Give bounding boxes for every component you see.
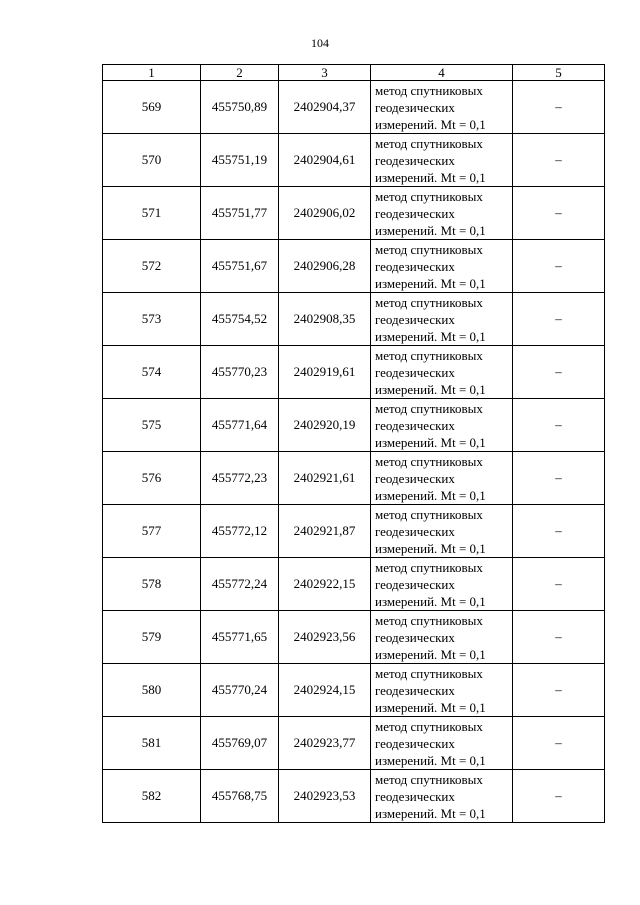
method-line: измерений. Mt = 0,1 [375,328,486,344]
coordinate-y: 2402923,77 [279,717,371,770]
method-line: геодезических [375,99,455,115]
header-col-1: 1 [103,65,201,81]
point-number: 573 [103,293,201,346]
method-line: измерений. Mt = 0,1 [375,381,486,397]
method-line: метод спутниковых [375,559,483,575]
point-number: 580 [103,664,201,717]
method-line: геодезических [375,788,455,804]
coordinate-y: 2402906,02 [279,187,371,240]
coordinate-y: 2402904,37 [279,81,371,134]
method-line: геодезических [375,364,455,380]
method-line: геодезических [375,311,455,327]
method-line: метод спутниковых [375,188,483,204]
column-5-value: – [513,505,605,558]
method-description [371,505,513,558]
coordinate-y: 2402920,19 [279,399,371,452]
coordinates-table [102,64,605,823]
point-number: 577 [103,505,201,558]
point-number: 579 [103,611,201,664]
coordinate-x: 455751,77 [201,187,279,240]
coordinate-x: 455772,24 [201,558,279,611]
method-description [371,81,513,134]
column-5-value: – [513,664,605,717]
point-number: 570 [103,134,201,187]
point-number: 569 [103,81,201,134]
table-row [103,134,605,187]
column-5-value: – [513,399,605,452]
header-col-5: 5 [513,65,605,81]
column-5-value: – [513,293,605,346]
table-header-row [103,65,605,81]
coordinate-x: 455768,75 [201,770,279,823]
method-description [371,134,513,187]
table-row [103,81,605,134]
column-5-value: – [513,134,605,187]
method-line: измерений. Mt = 0,1 [375,646,486,662]
method-line: метод спутниковых [375,82,483,98]
method-line: метод спутниковых [375,453,483,469]
table-row [103,664,605,717]
method-line: измерений. Mt = 0,1 [375,434,486,450]
method-description [371,558,513,611]
table-row [103,293,605,346]
table-row [103,770,605,823]
table-row [103,452,605,505]
column-5-value: – [513,611,605,664]
column-5-value: – [513,240,605,293]
table-row [103,611,605,664]
method-description [371,770,513,823]
coordinate-x: 455772,12 [201,505,279,558]
table-row [103,240,605,293]
method-line: измерений. Mt = 0,1 [375,540,486,556]
method-description [371,346,513,399]
coordinate-y: 2402919,61 [279,346,371,399]
method-description [371,293,513,346]
coordinate-x: 455772,23 [201,452,279,505]
method-line: геодезических [375,576,455,592]
table-row [103,505,605,558]
method-line: геодезических [375,205,455,221]
method-line: метод спутниковых [375,771,483,787]
header-col-2: 2 [201,65,279,81]
method-line: метод спутниковых [375,241,483,257]
method-line: метод спутниковых [375,400,483,416]
method-line: измерений. Mt = 0,1 [375,805,486,821]
coordinate-x: 455750,89 [201,81,279,134]
method-line: метод спутниковых [375,135,483,151]
method-description [371,717,513,770]
coordinate-y: 2402923,53 [279,770,371,823]
method-line: метод спутниковых [375,718,483,734]
method-line: геодезических [375,152,455,168]
coordinate-y: 2402908,35 [279,293,371,346]
point-number: 578 [103,558,201,611]
table-row [103,399,605,452]
coordinate-y: 2402921,87 [279,505,371,558]
coordinate-y: 2402922,15 [279,558,371,611]
coordinate-x: 455769,07 [201,717,279,770]
method-description [371,664,513,717]
method-line: измерений. Mt = 0,1 [375,593,486,609]
method-description [371,399,513,452]
method-line: измерений. Mt = 0,1 [375,487,486,503]
method-description [371,452,513,505]
coordinate-x: 455754,52 [201,293,279,346]
column-5-value: – [513,81,605,134]
table-body [103,81,605,823]
coordinate-x: 455751,67 [201,240,279,293]
point-number: 576 [103,452,201,505]
point-number: 581 [103,717,201,770]
method-description [371,240,513,293]
method-line: измерений. Mt = 0,1 [375,752,486,768]
point-number: 582 [103,770,201,823]
method-line: метод спутниковых [375,506,483,522]
coordinate-x: 455771,65 [201,611,279,664]
point-number: 575 [103,399,201,452]
method-line: геодезических [375,470,455,486]
point-number: 572 [103,240,201,293]
method-description [371,187,513,240]
method-line: метод спутниковых [375,347,483,363]
coordinate-x: 455770,23 [201,346,279,399]
method-line: измерений. Mt = 0,1 [375,275,486,291]
table-row [103,346,605,399]
page-number: 104 [311,36,329,50]
coordinate-y: 2402906,28 [279,240,371,293]
method-line: геодезических [375,735,455,751]
table-row [103,717,605,770]
coordinate-y: 2402924,15 [279,664,371,717]
column-5-value: – [513,452,605,505]
coordinate-y: 2402904,61 [279,134,371,187]
coordinate-x: 455770,24 [201,664,279,717]
header-col-3: 3 [279,65,371,81]
column-5-value: – [513,187,605,240]
point-number: 571 [103,187,201,240]
method-line: метод спутниковых [375,612,483,628]
table-row [103,558,605,611]
coordinate-x: 455751,19 [201,134,279,187]
method-line: геодезических [375,682,455,698]
coordinate-y: 2402921,61 [279,452,371,505]
column-5-value: – [513,770,605,823]
method-line: измерений. Mt = 0,1 [375,116,486,132]
method-line: измерений. Mt = 0,1 [375,169,486,185]
column-5-value: – [513,558,605,611]
coordinate-x: 455771,64 [201,399,279,452]
header-col-4: 4 [371,65,513,81]
method-line: геодезических [375,523,455,539]
method-line: метод спутниковых [375,294,483,310]
column-5-value: – [513,346,605,399]
method-line: геодезических [375,258,455,274]
point-number: 574 [103,346,201,399]
method-line: геодезических [375,417,455,433]
table-row [103,187,605,240]
method-line: измерений. Mt = 0,1 [375,699,486,715]
method-line: измерений. Mt = 0,1 [375,222,486,238]
coordinate-y: 2402923,56 [279,611,371,664]
method-line: геодезических [375,629,455,645]
column-5-value: – [513,717,605,770]
method-description [371,611,513,664]
method-line: метод спутниковых [375,665,483,681]
